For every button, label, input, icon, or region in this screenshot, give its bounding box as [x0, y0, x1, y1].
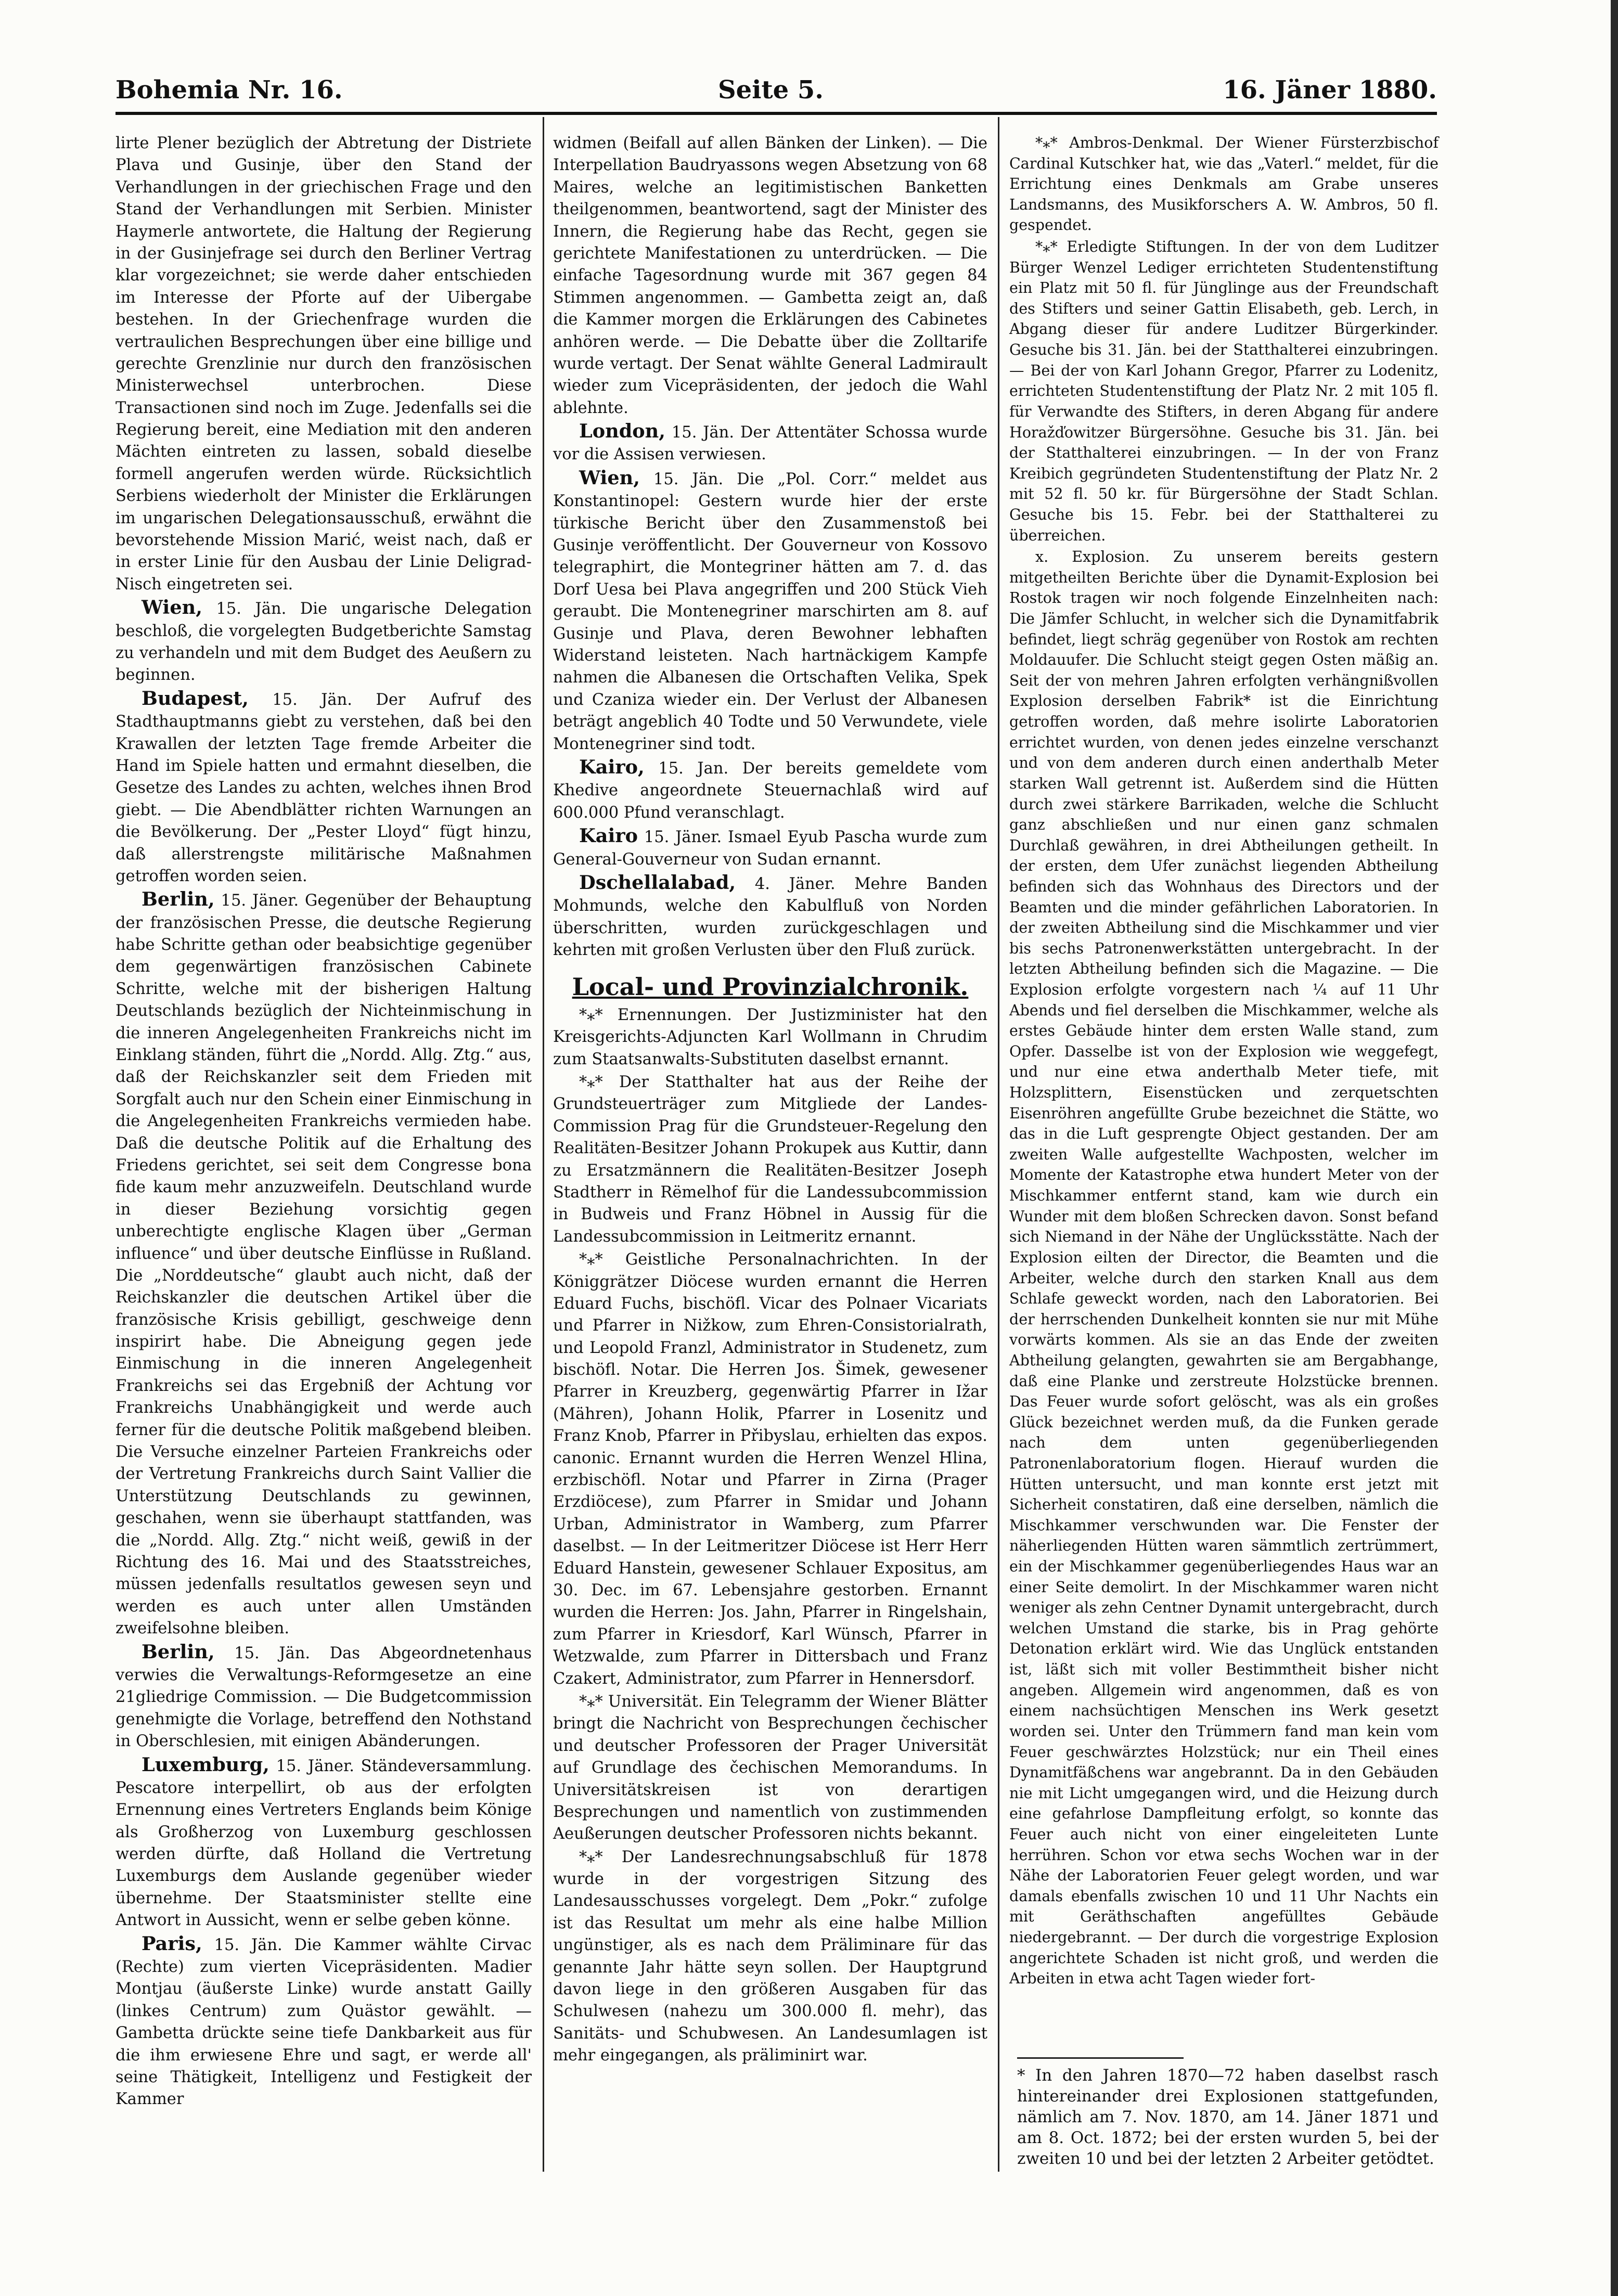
news-item: [115, 1754, 532, 1932]
local-item: *⁎* Ambros-Denkmal. Der Wiener Fürsterzbischof Cardinal Kutschker hat, wie das „Vaterl.“ meldet, für die Errichtung eines Denkmals am Grabe unseres Landsmanns, des Musikforschers A. W. Ambros, 50 fl. gespendet.: [1009, 134, 1439, 234]
header-date: 16. Jäner 1880.: [1223, 75, 1437, 105]
footnote: * In den Jahren 1870—72 haben daselbst rasch hintereinander drei Explosionen stattgefunden, nämlich am 7. Nov. 1870, am 14. Jäner 1871 und am 8. Oct. 1872; bei der ersten wurden 5, bei der zweiten 10 und bei der letzten 2 Arbeiter getödtet.: [1017, 2066, 1439, 2168]
header-rule: [115, 112, 1437, 115]
local-item: *⁎* Der Statthalter hat aus der Reihe der Grundsteuerträger zum Mitgliede der Landes-Commission Prag für die Grundsteuer-Regelung den Realitäten-Besitzer Johann Prokupek aus Kuttir, dann zu Ersatzmännern die Realitäten-Besitzer Joseph Stadtherr in Rëmelhof für die Landessubcommission in Budweis und Franz Höbnel in Aussig für die Landessubcommission in Leitmeritz ernannt.: [553, 1073, 987, 1246]
local-item: *⁎* Geistliche Personalnachrichten. In der Königgrätzer Diöcese wurden ernannt die Herren Eduard Fuchs, bischöfl. Vicar des Polnaer Vicariats und Pfarrer in Nižkow, zum Ehren-Consistorialrath, und Leopold Franzl, Administrator in Studenetz, zum bischöfl. Notar. Die Herren Jos. Šimek, gewesener Pfarrer in Kreuzberg, gegenwärtig Pfarrer in Ižar (Mähren), Johann Holik, Pfarrer in Losenitz und Franz Knob, Pfarrer in Přibyslau, erhielten das expos. canonic. Ernannt wurden die Herren Wenzel Hlina, erzbischöfl. Notar und Pfarrer in Zirna (Prager Erzdiöcese), zum Pfarrer in Smidar und Johann Urban, Administrator in Wamberg, zum Pfarrer daselbst. — In der Leitmeritzer Diöcese ist Herr Herr Eduard Hanstein, gewesener Schlauer Expositus, am 30. Dec. im 67. Lebensjahre gestorben. Ernannt wurden die Herren: Jos. Jahn, Pfarrer in Ringelshain, zum Pfarrer in Kriesdorf, Karl Wünsch, Pfarrer in Wetzwalde, zum Pfarrer in Dittersbach und Franz Czakert, Administrator, zum Pfarrer in Hennersdorf.: [553, 1250, 987, 1688]
local-item: *⁎* Universität. Ein Telegramm der Wiener Blätter bringt die Nachricht von Besprechungen čechischer und deutscher Professoren der Prager Universität auf Grundlage des čechischen Memorandums. In Universitätskreisen ist von derartigen Besprechungen und namentlich von zustimmenden Aeußerungen deutscher Professoren nichts bekannt.: [553, 1692, 987, 1843]
dateline: Paris,: [142, 1932, 202, 1955]
local-item: *⁎* Ernennungen. Der Justizminister hat den Kreisgerichts-Adjuncten Karl Wollmann in Chrudim zum Staatsanwalts-Substituten daselbst ernannt.: [553, 1005, 987, 1068]
article-text: 15. Jäner. Gegenüber der Behauptung der französischen Presse, die deutsche Regierung habe Schritte gethan oder beabsichtige gegenüber dem gegenwärtigen französischen Cabinete Schritte, welche mit der bisherigen Haltung Deutschlands bezüglich der Nichteinmischung in die inneren Angelegenheiten Frankreichs nicht im Einklang ständen, führt die „Nordd. Allg. Ztg.“ aus, daß der Reichskanzler seit dem Frieden mit Sorgfalt auch nur den Schein einer Einmischung in die Angelegenheiten Frankreichs vermieden habe. Daß die deutsche Politik auf die Erhaltung des Friedens gerichtet, sei seit dem Congresse bona fide kaum mehr anzuzweifeln. Deutschland wurde in dieser Beziehung vorsichtig gegen unberechtigte englische Klagen über „German influence“ und über deutsche Einflüsse in Rußland. Die „Norddeutsche“ glaubt auch nicht, daß der Reichskanzler die deutschen Artikel über die französische Krisis gebilligt, geschweige denn inspirirt habe. Die Abneigung gegen jede Einmischung in die inneren Angelegenheit Frankreichs sei das Ergebniß der Achtung vor Frankreichs Unabhängigkeit und werde auch ferner für die deutsche Politik maßgebend bleiben. Die Versuche einzelner Parteien Frankreichs oder der Vertretung Frankreichs durch Saint Vallier die Unterstützung Deutschlands zu gewinnen, geschahen, wenn sie überhaupt stattfanden, was die „Nordd. Allg. Ztg.“ nicht weiß, gewiß in der Richtung des 16. Mai und des Staatsstreiches, müssen jedenfalls resultatlos gewesen seyn und werden es auch unter allen Umständen zweifelsohne bleiben.: [115, 892, 532, 1638]
news-item: [553, 872, 987, 962]
dateline: Wien,: [142, 596, 202, 619]
article-text: 15. Jän. Der Aufruf des Stadthauptmanns giebt zu verstehen, daß bei den Krawallen der letzten Tage fremde Arbeiter die Hand im Spiele hatten und ermahnt dieselben, die Gesetze des Landes zu achten, welches ihnen Brod giebt. — Die Abendblätter richten Warnungen an die Bevölkerung. Der „Pester Lloyd“ fügt hinzu, daß allerstrengste militärische Maßnahmen getroffen worden seien.: [115, 690, 532, 885]
news-item: [553, 825, 987, 871]
news-item: [553, 420, 987, 466]
article-text: 4. Jäner. Mehre Banden Mohmunds, welche den Kabulfluß von Norden überschritten, wurden zurückgeschlagen und kehrten mit großen Verlusten über den Fluß zurück.: [553, 874, 987, 960]
header-page-number: Seite 5.: [718, 75, 824, 105]
article-text: 15. Jäner. Ismael Eyub Pascha wurde zum General-Gouverneur von Sudan ernannt.: [553, 828, 987, 869]
dateline: Luxemburg,: [142, 1753, 269, 1776]
article-text: 15. Jan. Der bereits gemeldete vom Khedive angeordnete Steuernachlaß wird auf 600.000 Pfund veranschlagt.: [553, 759, 988, 822]
column-3: [1009, 133, 1439, 1990]
article-text: 15. Jän. Der Attentäter Schossa wurde vor die Assisen verwiesen.: [553, 423, 987, 464]
header-masthead: Bohemia Nr. 16.: [115, 75, 343, 105]
local-item: *⁎* Erledigte Stiftungen. In der von dem Luditzer Bürger Wenzel Lediger errichteten Studentenstiftung ein Platz mit 50 fl. für Jünglinge aus der Freundschaft des Stifters und seiner Gattin Elisabeth, geb. Lerch, in Abgang dieser für andere Luditzer Bürgerkinder. Gesuche bis 31. Jän. bei der Statthalterei einzubringen. — Bei der von Karl Johann Gregor, Pfarrer zu Lodenitz, errichteten Studentenstiftung der Platz Nr. 2 mit 105 fl. für Verwandte des Stifters, in deren Abgang für andere Horažďowitzer Bürgersöhne. Gesuche bis 31. Jän. bei der Statthalterei einzubringen. — In der von Franz Kreibich gegründeten Studentenstiftung der Platz Nr. 2 mit 52 fl. 50 kr. für Bürgersöhne der Stadt Schlan. Gesuche bis 15. Febr. bei der Statthalterei zu überreichen.: [1009, 238, 1439, 544]
article-text: 15. Jän. Die ungarische Delegation beschloß, die vorgelegten Budgetberichte Samstag zu verhandeln und mit dem Budget des Aeußern zu beginnen.: [115, 600, 532, 685]
news-item: [553, 756, 987, 824]
dateline: Budapest,: [142, 687, 249, 710]
dateline: Berlin,: [142, 1640, 215, 1663]
news-item: [115, 688, 532, 888]
news-item: [115, 1933, 532, 2111]
article-text: 15. Jän. Die Kammer wählte Cirvac (Rechte) zum vierten Vicepräsidenten. Madier Montjau (äußerste Linke) wurde anstatt Gailly (linkes Centrum) zum Quästor gewählt. — Gambetta drückte seine tiefe Dankbarkeit aus für die ihm erwiesene Ehre und sagt, er werde all' seine Thätigkeit, Intelligenz und Festigkeit der Kammer: [115, 1936, 532, 2109]
dateline: Berlin,: [142, 888, 215, 911]
news-item: [115, 1641, 532, 1753]
article-text: 15. Jäner. Ständeversammlung. Pescatore interpellirt, ob aus der erfolgten Ernennung eines Vertreters Englands beim Könige als Großherzog von Luxemburg geschlossen werden dürfte, daß Holland die Vertretung Luxemburgs dem Auslande gegenüber wieder übernehme. Der Staatsminister stellte eine Antwort in Aussicht, wenn er selbe geben könne.: [115, 1757, 532, 1930]
news-item: [115, 597, 532, 687]
article-text: 15. Jän. Das Abgeordnetenhaus verwies die Verwaltungs-Reformgesetze an eine 21gliedrige Commission. — Die Budgetcommission genehmigte die Vorlage, betreffend den Nothstand in Oberschlesien, mit einigen Abänderungen.: [115, 1644, 532, 1751]
dateline: Wien,: [579, 466, 640, 489]
page-header: [115, 70, 1437, 112]
column-2: [553, 133, 987, 2068]
column-rule-1: [543, 117, 544, 2172]
news-item: [115, 888, 532, 1640]
article-text: widmen (Beifall auf allen Bänken der Linken). — Die Interpellation Baudryassons wegen Absetzung von 68 Maires, welche an legitimistischen Banketten theilgenommen, beantwortend, sagt der Minister des Innern, die Regierung habe das Recht, gegen sie gerichtete Manifestationen zu unterdrücken. — Die einfache Tagesordnung wurde mit 367 gegen 84 Stimmen angenommen. — Gambetta zeigt an, daß die Kammer morgen die Erklärungen des Cabinetes anhören werde. — Die Debatte über die Zolltarife wurde vertagt. Der Senat wählte General Ladmirault wieder zum Vicepräsidenten, der jedoch die Wahl ablehnte.: [553, 134, 987, 417]
footnote-rule: [1017, 2057, 1184, 2059]
local-item: x. Explosion. Zu unserem bereits gestern mitgetheilten Berichte über die Dynamit-Explosion bei Rostok tragen wir noch folgende Einzelnheiten nach: Die Jämfer Schlucht, in welcher sich die Dynamitfabrik befindet, liegt schräg gegenüber von Rostok am rechten Moldauufer. Die Schlucht steigt gegen Osten mäßig an. Seit der von mehren Jahren erfolgten verhängnißvollen Explosion derselben Fabrik* ist die Einrichtung getroffen worden, daß mehre isolirte Laboratorien errichtet wurden, von denen jedes einzelne verschanzt und von dem anderen durch einen anderthalb Meter starken Wall getrennt ist. Außerdem sind die Hütten durch zwei stärkere Barrikaden, welche die Schlucht ganz abschließen und nur einen ganz schmalen Durchlaß gewähren, in drei Abtheilungen getheilt. In der ersten, dem Ufer zunächst liegenden Abtheilung befinden sich das Wohnhaus des Directors und der Beamten und die minder gefährlichen Laboratorien. In der zweiten Abtheilung sind die Mischkammer und vier bis sechs Patronenwerkstätten untergebracht. In der letzten Abtheilung befinden sich die Magazine. — Die Explosion erfolgte vorgestern nach ¼ auf 11 Uhr Abends und fiel derselben die Mischkammer, welche als erstes Gebäude hinter dem ersten Walle stand, zum Opfer. Dasselbe ist von der Explosion wie weggefegt, und nur eine etwa anderthalb Meter tiefe, mit Holzsplittern, Eisenstücken und zerquetschten Eisenröhren angefüllte Grube bezeichnet die Stätte, wo das in die Luft gesprengte Object gestanden. Der am zweiten Walle aufgestellte Wachposten, welcher im Momente der Katastrophe etwa hundert Meter von der Mischkammer entfernt stand, kam wie durch ein Wunder mit dem bloßen Schrecken davon. Sonst befand sich Niemand in der Nähe der Unglücksstätte. Nach der Explosion eilten der Director, die Beamten und die Arbeiter, welche durch den starken Knall aus dem Schlafe geweckt worden, nach den Laboratorien. Bei der herrschenden Dunkelheit konnten sie nur mit Mühe vorwärts kommen. Als sie an das Ende der zweiten Abtheilung gelangten, gewahrten sie am Bergabhange, daß eine Planke und zerstreute Holzstücke brennen. Das Feuer wurde sofort gelöscht, was als ein großes Glück bezeichnet werden muß, da die Funken gerade nach dem unten gegenüberliegenden Patronenlaboratorium flogen. Hierauf wurden die Hütten untersucht, und man konnte erst jetzt mit Sicherheit constatiren, daß eine derselben, nämlich die Mischkammer verschwunden war. Die Fenster der näherliegenden Hütten waren sämmtlich zertrümmert, ein der Mischkammer gegenüberliegendes Haus war an einer Seite demolirt. In der Mischkammer waren nicht weniger als zehn Centner Dynamit untergebracht, durch welchen Umstand die starke, bis in Prag gehörte Detonation erklärt wird. Wie das Unglück entstanden ist, läßt sich mit voller Bestimmtheit bisher nicht angeben. Allgemein wird angenommen, daß es von einem nachsüchtigen Menschen ins Werk gesetzt worden sei. Unter den Trümmern fand man kein vom Feuer geschwärztes Holzstück; nur ein Theil eines Dynamitfäßchens war angebrannt. Da in den Gebäuden nie mit Licht umgegangen wird, und die Heizung durch eine gefahrlose Dampfleitung erfolgt, so konnte das Feuer auch nicht von einer eingeleiteten Lunte herrühren. Schon vor etwa sechs Wochen war in der Nähe der Laboratorien Feuer gelegt worden, und war damals ebenfalls zwischen 10 und 11 Uhr Nachts ein mit Geräthschaften angefülltes Gebäude niedergebrannt. — Der durch die vorgestrige Explosion angerichtete Schaden ist nicht groß, und werden die Arbeiten in etwa acht Tagen wieder fort-: [1009, 548, 1439, 1988]
dateline: Kairo: [579, 824, 638, 847]
section-title: Local- und Provinzialchronik.: [572, 973, 969, 1001]
article-text: lirte Plener bezüglich der Abtretung der Distriete Plava und Gusinje, über den Stand der Verhandlungen in der griechischen Frage und den Stand der Verhandlungen mit Serbien. Minister Haymerle antwortete, die Haltung der Regierung in der Gusinjefrage sei durch den Berliner Vertrag klar vorgezeichnet; sie werde daher entschieden im Interesse der Pforte auf der Uibergabe bestehen. In der Griechenfrage wurden die vertraulichen Besprechungen über eine billige und gerechte Grenzlinie nur durch den französischen Ministerwechsel unterbrochen. Diese Transactionen sind noch im Zuge. Jedenfalls sei die Regierung bereit, eine Mediation mit den anderen Mächten eintreten zu lassen, sobald dieselbe formell angerufen werden würde. Rücksichtlich Serbiens wiederholt der Minister die Erklärungen im ungarischen Delegationsausschuß, erwähnt die bevorstehende Mission Marić, weist nach, daß er in erster Linie für den Ausbau der Linie Deligrad-Nisch eingetreten sei.: [115, 134, 532, 594]
local-item: *⁎* Der Landesrechnungsabschluß für 1878 wurde in der vorgestrigen Sitzung des Landesausschusses vorgelegt. Dem „Pokr.“ zufolge ist das Resultat um mehr als eine halbe Million ungünstiger, als es nach dem Präliminare für das genannte Jahr hätte seyn sollen. Der Hauptgrund davon liege in den größeren Ausgaben für das Schulwesen (nahezu um 300.000 fl. mehr), das Sanitäts- und Schubwesen. An Landesumlagen ist mehr eingegangen, als präliminirt war.: [553, 1848, 987, 2065]
dateline: London,: [579, 420, 666, 443]
scan-edge: [1611, 0, 1618, 2296]
dateline: Kairo,: [579, 755, 645, 778]
dateline: Dschellalabad,: [579, 871, 736, 894]
article-text: 15. Jän. Die „Pol. Corr.“ meldet aus Konstantinopel: Gestern wurde hier der erste türkische Bericht über den Zusammenstoß bei Gusinje veröffentlicht. Der Gouverneur von Kossovo telegraphirt, die Montegriner hätten am 7. d. das Dorf Uesa bei Plava angegriffen und 200 Stück Vieh geraubt. Die Montenegriner marschirten am 8. auf Gusinje und Plava, deren Bewohner lebhaften Widerstand leisteten. Nach hartnäckigem Kampfe nahmen die Albanesen die Ortschaften Velika, Spek und Czaniza wieder ein. Der Verlust der Albanesen beträgt angeblich 40 Todte und 50 Verwundete, viele Montenegriner sind todt.: [553, 470, 987, 753]
column-rule-2: [998, 117, 999, 2172]
column-1: [115, 133, 532, 2112]
news-item: [553, 467, 987, 755]
